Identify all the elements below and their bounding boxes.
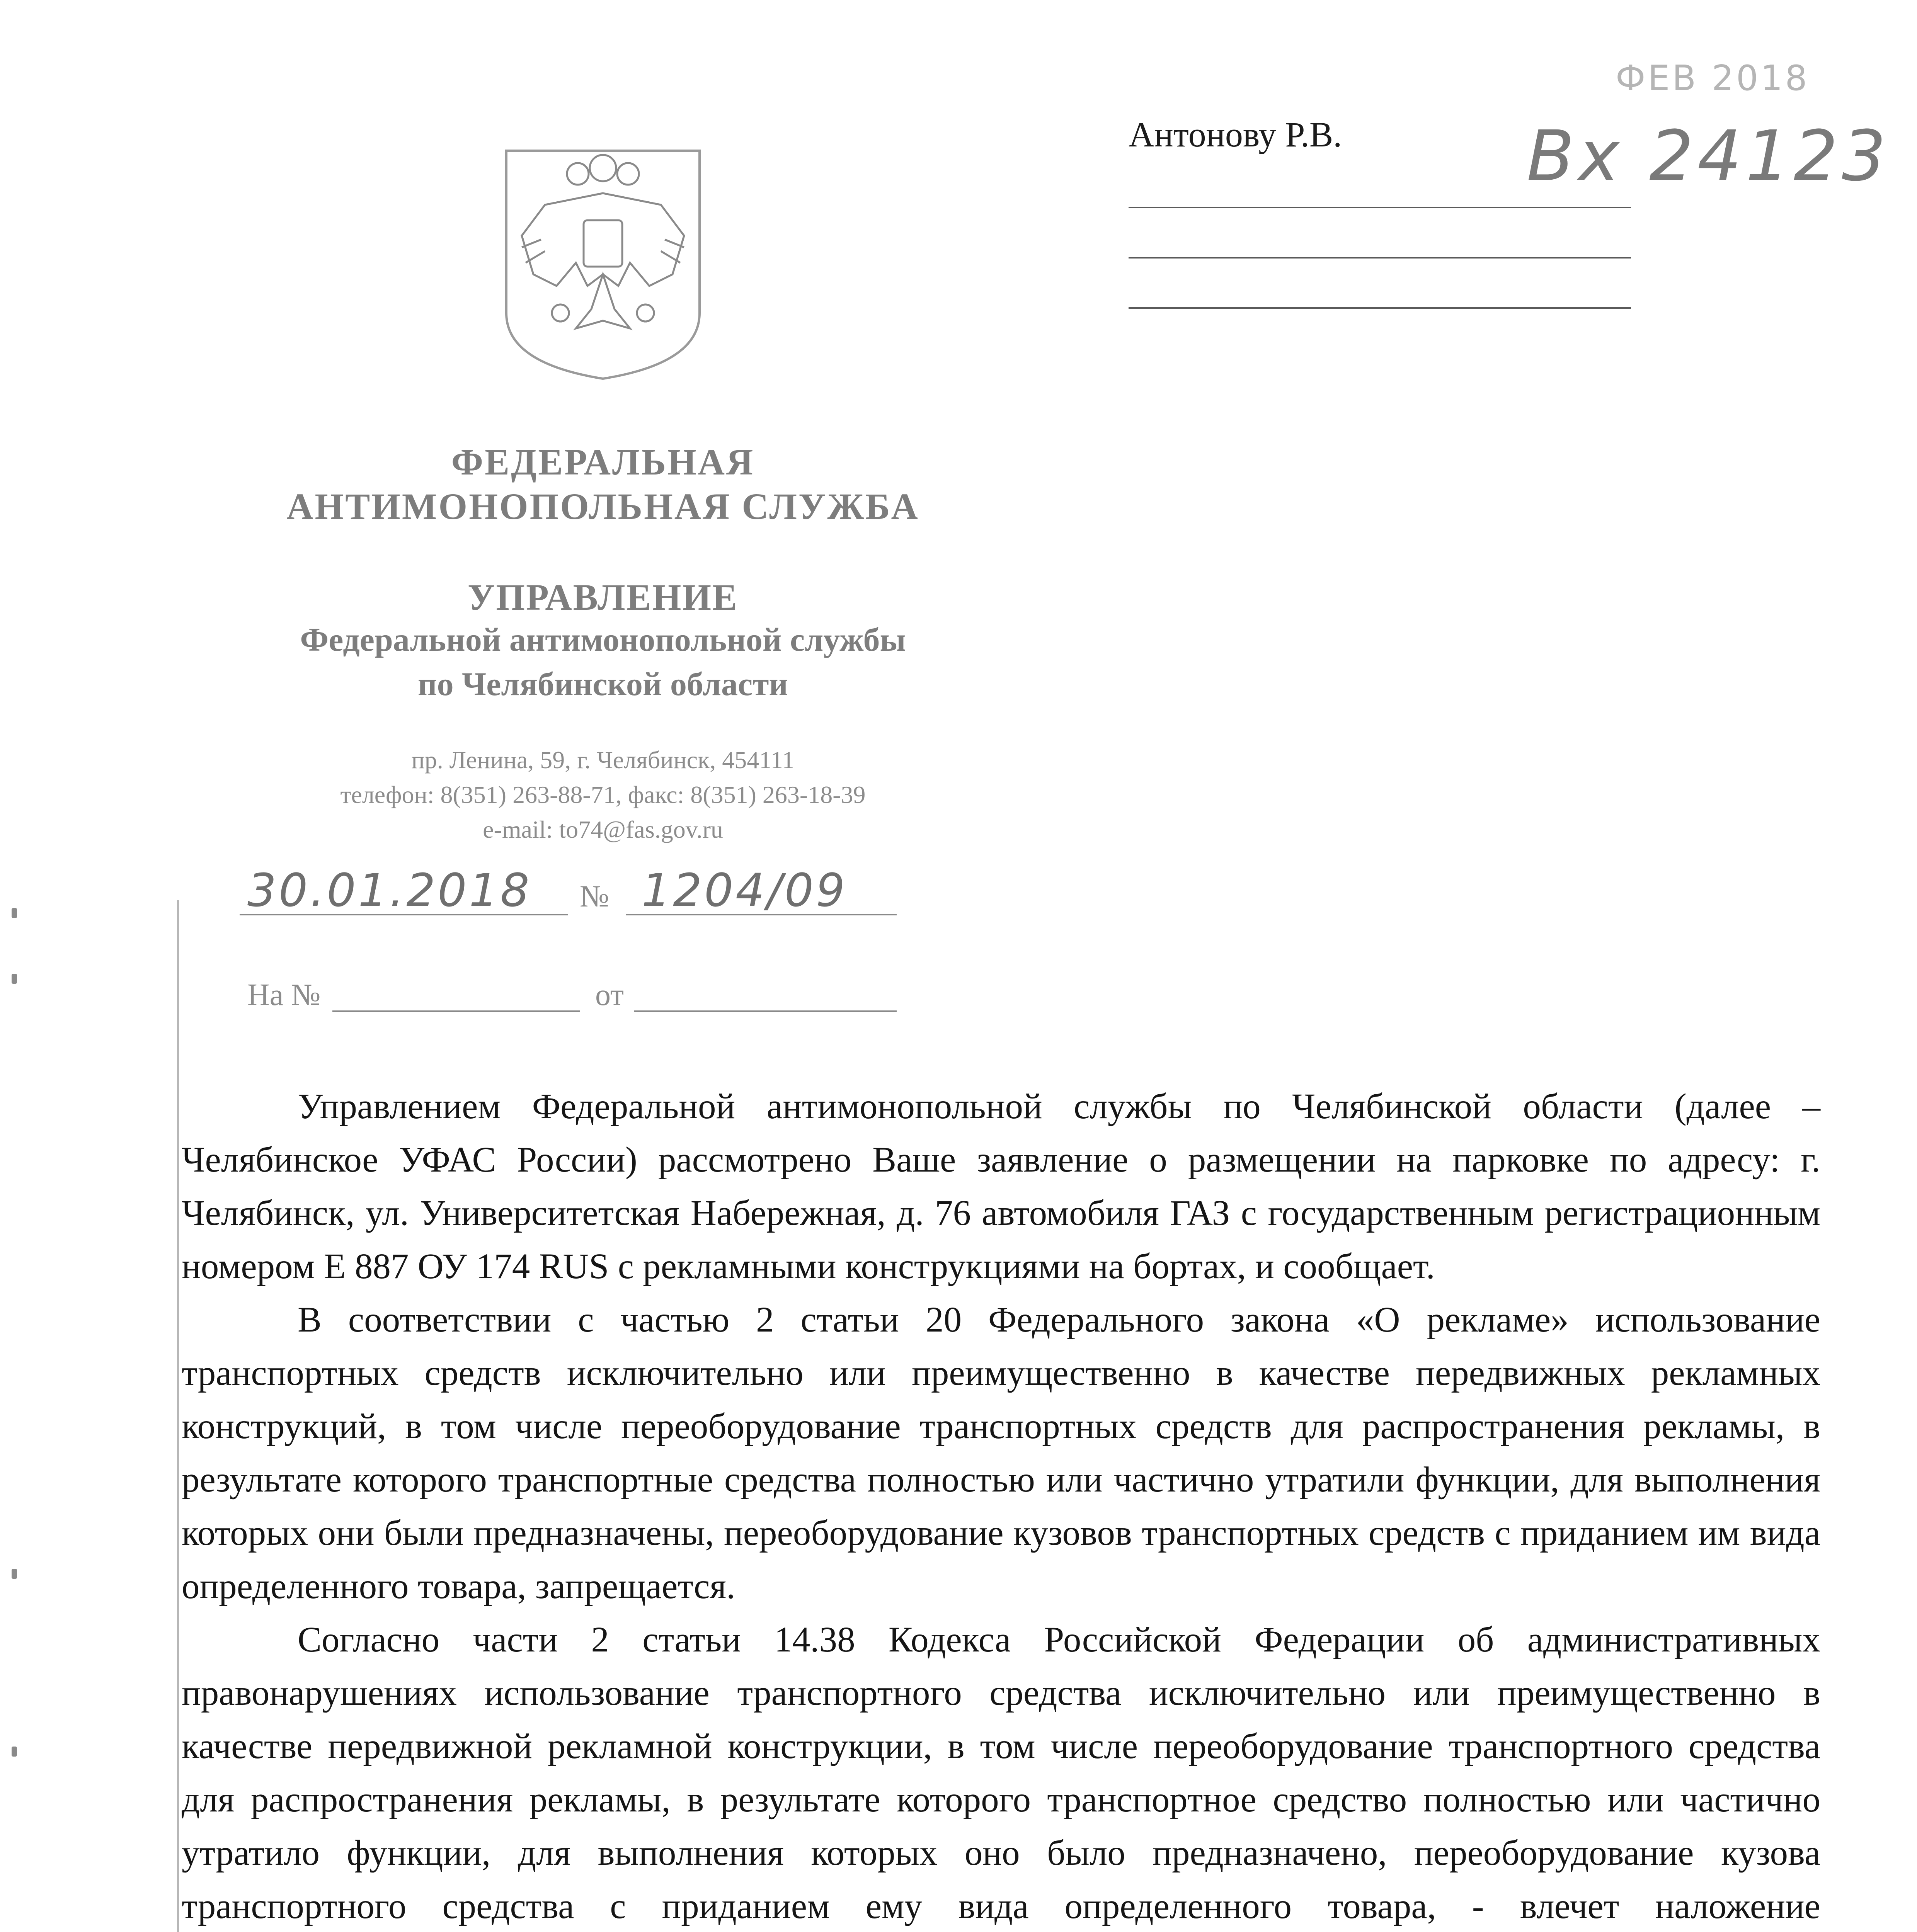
scan-edge-mark [12,1747,17,1757]
org-department-line: УПРАВЛЕНИЕ [467,577,739,618]
scan-edge-mark [12,974,17,984]
org-name-line: ФЕДЕРАЛЬНАЯ [451,441,755,483]
outgoing-number-underline [626,914,897,915]
addressee-blank-line [1129,307,1631,309]
letter-body [182,1080,1820,1932]
org-department-line: по Челябинской области [418,665,788,702]
body-paragraph: Управлением Федеральной антимонопольной службы по Челябинской области (далее – Челябинское УФАС России) рассмотрено Ваше заявление о размещении на парковке по адресу: г. Челябинск, ул. Университетская Набережная, д. 76 автомобиля ГАЗ с государственным регистрационным номером Е 887 ОУ 174 RUS с рекламными конструкциями на бортах, и сообщает. [182,1087,1820,1286]
reference-number-label: На № [247,978,321,1012]
outgoing-date: 30.01.2018 [247,864,532,917]
reference-from-label: от [595,978,624,1012]
org-name-line: АНТИМОНОПОЛЬНАЯ СЛУЖБА [286,486,919,527]
outgoing-number-label: № [580,879,609,913]
org-email: e-mail: to74@fas.gov.ru [483,816,723,843]
outgoing-number: 1204/09 [642,864,848,917]
scan-edge-mark [12,908,17,918]
addressee-blank-line [1129,207,1631,208]
org-address: пр. Ленина, 59, г. Челябинск, 454111 [411,746,795,774]
addressee-name: Антонову Р.В. [1129,115,1342,154]
addressee-blank-line [1129,257,1631,259]
body-paragraph: В соответствии с частью 2 статьи 20 Федерального закона «О рекламе» использование транспортных средств исключительно или преимущественно в качестве передвижных рекламных конструкций, в том числе переоборудование транспортных средств для распространения рекламы, в результате которого транспортные средства полностью или частично утратили функции, для выполнения которых они были предназначены, переоборудование кузовов транспортных средств с приданием им вида определенного товара, запрещается. [182,1300,1820,1606]
coat-of-arms-emblem [499,147,707,383]
reference-date-blank [634,1010,897,1012]
incoming-number-handwritten: Вх 24123 [1527,116,1890,197]
org-department-line: Федеральной антимонопольной службы [300,621,906,658]
outgoing-date-underline [240,914,568,915]
scan-page-edge [177,900,179,1932]
incoming-stamp-date: ФЕВ 2018 [1616,58,1810,99]
body-paragraph: Согласно части 2 статьи 14.38 Кодекса Российской Федерации об административных правонарушениях использование транспортного средства исключительно или преимущественно в качестве передвижной рекламной конструкции, в том числе переоборудование транспортного средства для распространения рекламы, в результате которого транспортное средство полностью или частично утратило функции, для выполнения которых оно было предназначено, переоборудование кузова транспортного средства с приданием ему вида определенного товара, - влечет наложение [182,1620,1820,1926]
scan-edge-mark [12,1569,17,1579]
org-phone: телефон: 8(351) 263-88-71, факс: 8(351) 263-18-39 [340,781,866,808]
reference-number-blank [332,1010,580,1012]
